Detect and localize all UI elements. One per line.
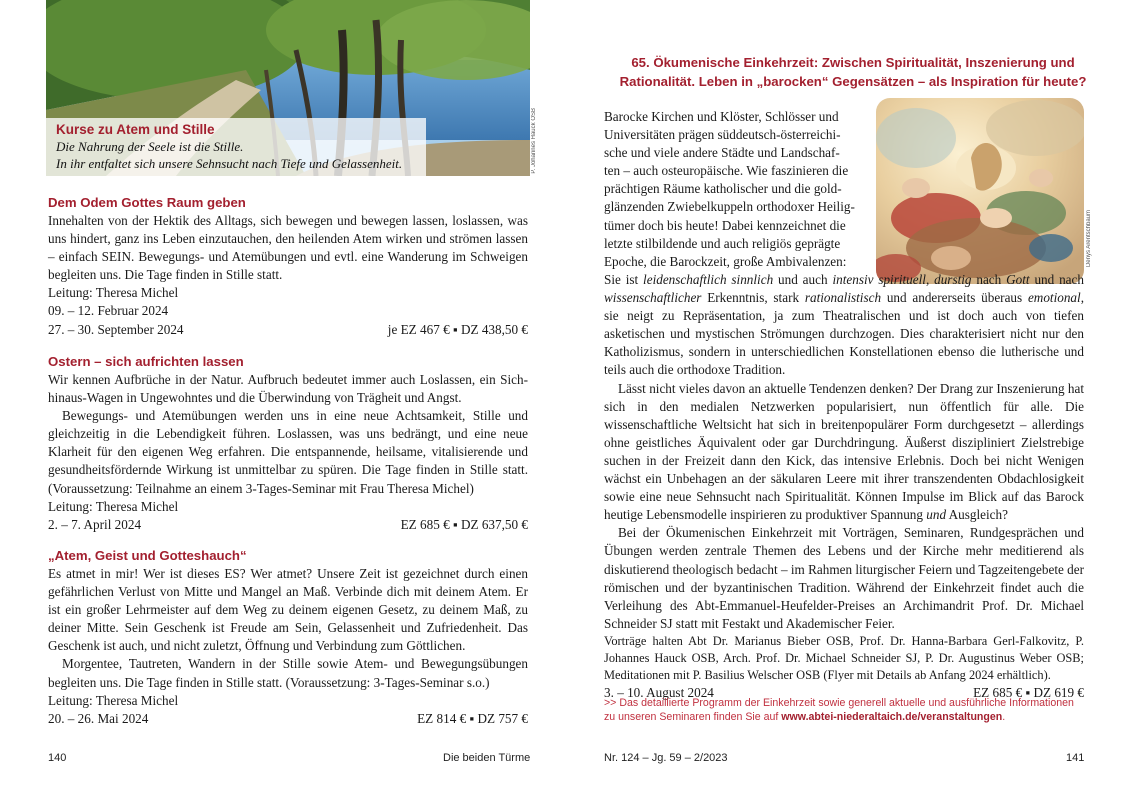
page-number: 140 [48, 752, 67, 764]
course-price: je EZ 467 € ▪ DZ 438,50 € [387, 321, 528, 337]
info-text: >> Das detaillierte Programm der Einkehrzeit sowie generell aktuelle und ausführliche Informationen zu unseren Seminaren finden Sie auf [604, 697, 1074, 723]
caption-line: In ihr entfaltet sich unsere Sehnsucht nach Tiefe und Gelassenheit. [56, 156, 403, 171]
text-line: glänzenden Zwiebelkuppeln orthodoxer Heilig- [604, 199, 855, 215]
event-date: 3. – 10. August 2024 [604, 685, 714, 701]
text-line: Universitäten prägen süddeutsch-österreichi- [604, 127, 841, 143]
paragraph: Bei der Ökumenischen Einkehrzeit mit Vorträgen, Seminaren, Rundgesprächen und Übungen werden zentrale Themen des Lebens und der Kirche mehr meditierend als diskutierend theologisch bedacht – im Rahmen liturgischer Feiern und Tagzeitengebete der römischen und der byzantinischen Tradition. Während der Einkehrzeit findet auch die Verleihung des Abt-Emmanuel-Heufelder-Preises an Archimandrit Prof. Dr. Michael Schneider SJ statt mit Festakt und Akademischer Feier. [604, 525, 1084, 631]
italic-run: emotional [1027, 290, 1081, 306]
event-price: EZ 685 € ▪ DZ 619 € [973, 685, 1084, 701]
photo-credit: P. Johannes Hauck OSB [531, 108, 537, 174]
caption-title: Kurse zu Atem und Stille [56, 122, 215, 137]
course-leader: Leitung: Theresa Michel [48, 285, 179, 301]
text-line: sche und viele andere Städte und Landschaf- [604, 145, 840, 161]
text-line: Barocke Kirchen und Klöster, Schlösser und [604, 109, 839, 124]
course-text: Wir kennen Aufbrüche in der Natur. Aufbruch bedeutet immer auch Loslassen, ein Sich-hinaus-Wagen in Ungewohntes und die Überwindung von Trägheit und Angst. [48, 372, 528, 406]
date-price-row [48, 516, 528, 534]
course-leader: Leitung: Theresa Michel [48, 692, 179, 708]
paragraph [604, 271, 1084, 380]
text-line: letzte stilbildende und auch religiös geprägte [604, 235, 841, 251]
paragraph [604, 380, 1084, 525]
course-text: Es atmet in mir! Wer ist dieses ES? Wer atmet? Unsere Zeit ist gezeichnet durch einen gefährlichen Verlust von Mitte und Mangel an Maß. Verbinde dich mit deinem Atem. Er ist ein großer Lehrmeister auf dem Weg zu deinem eigenen Gesetz, zu deinem Maß, zu deiner Mitte. Sein Geschenk ist Freude am Sein, Gelassenheit und Zufriedenheit. Das Geschenk ist auch, und nicht zuletzt, Öffnung und Verbindung zum Göttlichen. [48, 566, 528, 654]
italic-run: und [926, 507, 947, 523]
italic-run: Gott [1006, 272, 1030, 287]
course-date: 09. – 12. Februar 2024 [48, 303, 169, 319]
text-line: tümer doch bis heute! Dabei kennzeichnet die [604, 217, 846, 233]
speakers: Vorträge halten Abt Dr. Marianus Bieber OSB, Prof. Dr. Hanna-Barbara Gerl-Falkovitz, P. Johannes Hauck OSB, Arch. Prof. Dr. Michael Schneider SJ, P. Dr. Augustinus Weber OSB; Meditationen mit P. Basilius Welscher OSB (Flyer mit Details ab Anfang 2024 erhältlich). [604, 633, 1084, 683]
text-run: Erkenntnis, stark [701, 290, 805, 306]
course-title: Dem Odem Gottes Raum geben [48, 195, 246, 210]
article-title [600, 54, 1106, 91]
text-line: ten – auch osteuropäische. Wie faszinieren die [604, 163, 849, 179]
course-block [48, 547, 528, 728]
baroque-fresco-image [876, 98, 1084, 284]
course-leader: Leitung: Theresa Michel [48, 498, 179, 514]
text-line: Epoche, die Barockzeit, große Ambivalenzen: [604, 253, 847, 269]
text-run: und nach [1029, 272, 1084, 287]
issue-info: Nr. 124 – Jg. 59 – 2/2023 [604, 752, 728, 764]
italic-run: intensiv spirituell, durstig [832, 272, 972, 287]
article-title-line: 65. Ökumenische Einkehrzeit: Zwischen Spiritualität, Inszenierung und [631, 55, 1075, 70]
text-run: und auch [773, 272, 833, 287]
course-text: Bewegungs- und Atemübungen werden uns in eine neue Achtsamkeit, Stille und gleichzeitig in die Lebendigkeit führen. Loslassen, was uns bedrängt, und eine neue Klarheit für den eigenen Weg erfahren. Die entspannende, heilsame, vitalisierende und gesundheitsfördernde Wirkung ist unmittelbar zu spüren. Die Tage finden in Stille statt. (Voraussetzung: Teilnahme an einem 3-Tages-Seminar mit Frau Theresa Michel) [48, 408, 528, 496]
intro-lines [604, 108, 870, 271]
text-run: , sie neigt zu Repräsentation, ja zum Theatralischen und ist doch auch von tiefen asketischen und mystischen Strömungen durchzogen. Dies charakterisiert nicht nur den Katholizismus, sondern in unterschiedlichen Konstellationen ebenso die lutherische und teils auch die orthodoxe Tradition. [604, 290, 1084, 378]
course-title: „Atem, Geist und Gotteshauch“ [48, 548, 247, 563]
article-body [604, 271, 1084, 703]
course-date: 20. – 26. Mai 2024 [48, 710, 149, 726]
info-note [604, 696, 1084, 724]
text-run: nach [971, 272, 1007, 287]
italic-run: wissenschaftlicher [604, 290, 702, 306]
caption-line: Die Nahrung der Seele ist die Stille. [56, 139, 244, 154]
text-run: Sie ist [604, 272, 644, 287]
course-block [48, 194, 528, 339]
course-date: 27. – 30. September 2024 [48, 321, 184, 337]
text-run: und andererseits überaus [881, 290, 1028, 306]
text-run: Lässt nicht vieles davon an aktuelle Tendenzen denken? Der Drang zur Inszenierung hat sich in den medialen Netzwerken popularisiert, nun öffentlich für alle. Die wissenschaftliche Weltsicht hat sich in breitenpopulärer Form durchgesetzt – allerdings ohne geistliches Äquivalent oder gar Durchdringung. Äußerst diszipliniert Zielstrebige suchen in der Freizeit dann den Kick, das intensive Erlebnis. Doch bei nicht Wenigen wächst ein Unbehagen an der säkularen Leere mit ihrer transzendenten Obdachlosigkeit sowie eine neue Sehnsucht nach Spiritualität. Können Impulse im Blick auf das Barock heutige Lebensmodelle inspirieren zu produktiver Spannung [604, 380, 1084, 523]
course-price: EZ 814 € ▪ DZ 757 € [417, 710, 528, 726]
course-text: Innehalten von der Hektik des Alltags, sich bewegen und bewegen lassen, loslassen, was uns hindert, ganz ins Leben einzutauchen, den heilenden Atem wirken und strömen lassen – einfach SEIN. Bewegungs- und Atemübungen und evtl. eine Wanderung im Schweigen begleiten uns. Die Tage finden in Stille statt. [48, 213, 528, 283]
italic-run: rationalistisch [804, 290, 882, 306]
page-number: 141 [1066, 752, 1085, 764]
article-title-line: Rationalität. Leben in „barocken“ Gegensätzen – als Inspiration für heute? [619, 73, 1087, 89]
text-run: Ausgleich? [946, 507, 1008, 523]
course-block [48, 353, 528, 534]
header-photo [46, 0, 530, 176]
course-date: 2. – 7. April 2024 [48, 516, 142, 532]
right-page [566, 0, 1132, 800]
date-price-row [48, 321, 528, 339]
photo-caption [46, 118, 426, 176]
website-link[interactable]: www.abtei-niederaltaich.de/veranstaltungen [781, 711, 1003, 723]
date-price-row [48, 710, 528, 728]
course-price: EZ 685 € ▪ DZ 637,50 € [400, 516, 528, 532]
course-text: Morgentee, Tautreten, Wandern in der Stille sowie Atem- und Bewegungsübungen begleiten uns. Die Tage finden in Stille statt. (Voraussetzung: 3-Tages-Seminar s.o.) [48, 656, 528, 690]
text-line: prächtigen Räume katholischer und die gold- [604, 181, 842, 197]
italic-run: leidenschaftlich sinnlich [643, 272, 774, 287]
magazine-name: Die beiden Türme [443, 752, 531, 764]
painting-credit: Denys Arentschbaum [1086, 210, 1092, 268]
info-text: . [1002, 711, 1006, 723]
course-title: Ostern – sich aufrichten lassen [48, 354, 244, 369]
